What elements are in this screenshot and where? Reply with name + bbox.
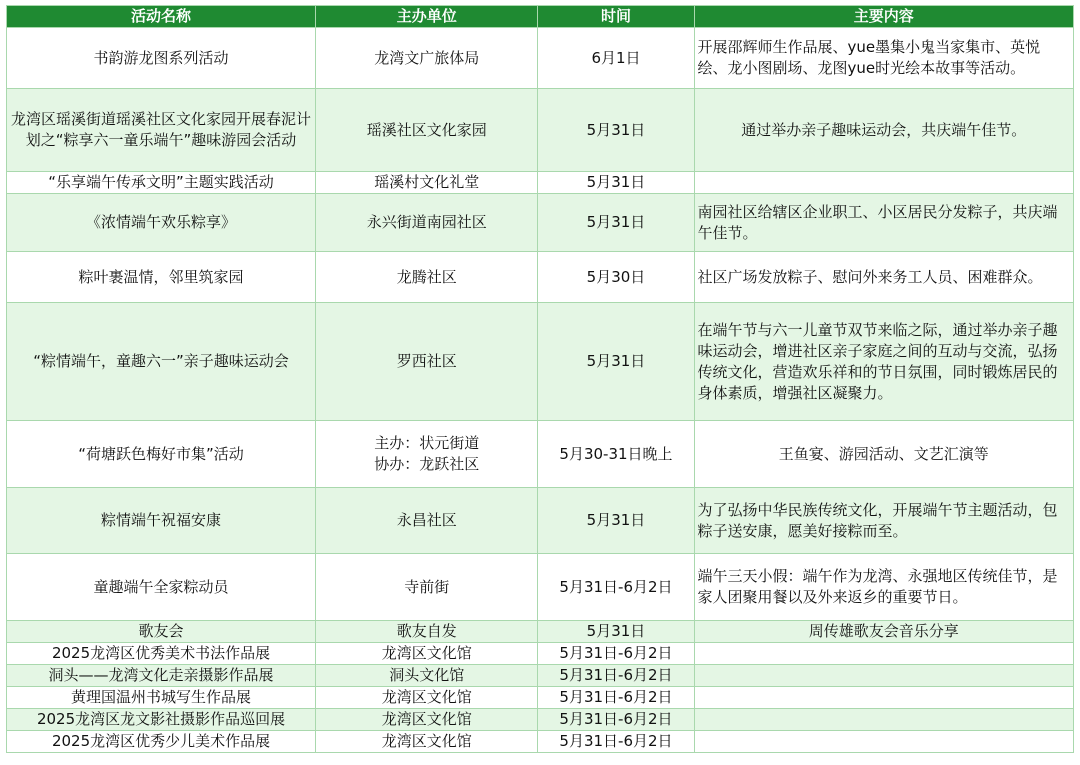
cell-time: 5月31日-6月2日 xyxy=(538,643,694,665)
cell-host: 洞头文化馆 xyxy=(316,665,538,687)
cell-content xyxy=(694,731,1073,753)
table-row xyxy=(7,89,1074,172)
cell-time: 6月1日 xyxy=(538,28,694,89)
cell-name: 粽情端午祝福安康 xyxy=(7,488,316,554)
table-row xyxy=(7,665,1074,687)
cell-time: 5月30-31日晚上 xyxy=(538,421,694,488)
cell-content xyxy=(694,643,1073,665)
table-row xyxy=(7,303,1074,421)
table-row xyxy=(7,194,1074,252)
cell-host-co-organizer: 协办：龙跃社区 xyxy=(374,455,480,473)
table-row xyxy=(7,488,1074,554)
cell-name: 粽叶裹温情，邻里筑家园 xyxy=(7,252,316,303)
cell-host: 瑶溪社区文化家园 xyxy=(316,89,538,172)
cell-name: 歌友会 xyxy=(7,621,316,643)
cell-host: 寺前街 xyxy=(316,554,538,621)
cell-content: 开展邵辉师生作品展、yue墨集小鬼当家集市、英悦绘、龙小图剧场、龙图yue时光绘本故事等活动。 xyxy=(694,28,1073,89)
cell-time: 5月31日-6月2日 xyxy=(538,687,694,709)
table-row xyxy=(7,709,1074,731)
cell-name: “乐享端午传承文明”主题实践活动 xyxy=(7,172,316,194)
cell-content: 周传雄歌友会音乐分享 xyxy=(694,621,1073,643)
cell-host: 罗西社区 xyxy=(316,303,538,421)
table-row xyxy=(7,687,1074,709)
cell-time: 5月30日 xyxy=(538,252,694,303)
table-row xyxy=(7,554,1074,621)
cell-content xyxy=(694,709,1073,731)
cell-name: 龙湾区瑶溪街道瑶溪社区文化家园开展春泥计划之“粽享六一童乐端午”趣味游园会活动 xyxy=(7,89,316,172)
cell-content xyxy=(694,172,1073,194)
header-activity-name: 活动名称 xyxy=(7,6,316,28)
cell-name: “荷塘跃色梅好市集”活动 xyxy=(7,421,316,488)
cell-host: 龙湾区文化馆 xyxy=(316,643,538,665)
cell-content: 在端午节与六一儿童节双节来临之际，通过举办亲子趣味运动会，增进社区亲子家庭之间的互动与交流，弘扬传统文化，营造欢乐祥和的节日氛围，同时锻炼居民的身体素质，增强社区凝聚力。 xyxy=(694,303,1073,421)
cell-name: 书韵游龙图系列活动 xyxy=(7,28,316,89)
cell-name: 2025龙湾区龙文影社摄影作品巡回展 xyxy=(7,709,316,731)
cell-name: 洞头——龙湾文化走亲摄影作品展 xyxy=(7,665,316,687)
table-row xyxy=(7,28,1074,89)
table-row xyxy=(7,172,1074,194)
table-row xyxy=(7,643,1074,665)
cell-host: 龙湾文广旅体局 xyxy=(316,28,538,89)
cell-host: 龙湾区文化馆 xyxy=(316,731,538,753)
cell-host: 龙腾社区 xyxy=(316,252,538,303)
cell-time: 5月31日 xyxy=(538,303,694,421)
cell-name: 黄理国温州书城写生作品展 xyxy=(7,687,316,709)
table-row xyxy=(7,421,1074,488)
table-row xyxy=(7,252,1074,303)
cell-content xyxy=(694,665,1073,687)
cell-host xyxy=(316,421,538,488)
cell-name: 《浓情端午欢乐粽享》 xyxy=(7,194,316,252)
header-row xyxy=(7,6,1074,28)
activities-table xyxy=(6,5,1074,753)
cell-content: 通过举办亲子趣味运动会，共庆端午佳节。 xyxy=(694,89,1073,172)
cell-content: 王鱼宴、游园活动、文艺汇演等 xyxy=(694,421,1073,488)
header-content: 主要内容 xyxy=(694,6,1073,28)
cell-time: 5月31日 xyxy=(538,89,694,172)
cell-time: 5月31日-6月2日 xyxy=(538,709,694,731)
cell-content: 端午三天小假：端午作为龙湾、永强地区传统佳节，是家人团聚用餐以及外来返乡的重要节日。 xyxy=(694,554,1073,621)
cell-name: 2025龙湾区优秀少儿美术作品展 xyxy=(7,731,316,753)
cell-host: 永兴街道南园社区 xyxy=(316,194,538,252)
cell-content: 为了弘扬中华民族传统文化，开展端午节主题活动，包粽子送安康，愿美好接粽而至。 xyxy=(694,488,1073,554)
cell-content: 社区广场发放粽子、慰问外来务工人员、困难群众。 xyxy=(694,252,1073,303)
cell-host: 龙湾区文化馆 xyxy=(316,709,538,731)
cell-host: 永昌社区 xyxy=(316,488,538,554)
cell-host-organizer: 主办：状元街道 xyxy=(374,434,480,452)
cell-content: 南园社区给辖区企业职工、小区居民分发粽子，共庆端午佳节。 xyxy=(694,194,1073,252)
table-row xyxy=(7,621,1074,643)
cell-time: 5月31日-6月2日 xyxy=(538,731,694,753)
cell-time: 5月31日 xyxy=(538,194,694,252)
cell-name: 2025龙湾区优秀美术书法作品展 xyxy=(7,643,316,665)
cell-time: 5月31日 xyxy=(538,488,694,554)
header-time: 时间 xyxy=(538,6,694,28)
table-row xyxy=(7,731,1074,753)
cell-host: 歌友自发 xyxy=(316,621,538,643)
cell-time: 5月31日-6月2日 xyxy=(538,554,694,621)
cell-name: “粽情端午，童趣六一”亲子趣味运动会 xyxy=(7,303,316,421)
cell-time: 5月31日-6月2日 xyxy=(538,665,694,687)
cell-content xyxy=(694,687,1073,709)
cell-name: 童趣端午全家粽动员 xyxy=(7,554,316,621)
cell-host: 龙湾区文化馆 xyxy=(316,687,538,709)
cell-host: 瑶溪村文化礼堂 xyxy=(316,172,538,194)
cell-time: 5月31日 xyxy=(538,172,694,194)
cell-time: 5月31日 xyxy=(538,621,694,643)
header-host: 主办单位 xyxy=(316,6,538,28)
